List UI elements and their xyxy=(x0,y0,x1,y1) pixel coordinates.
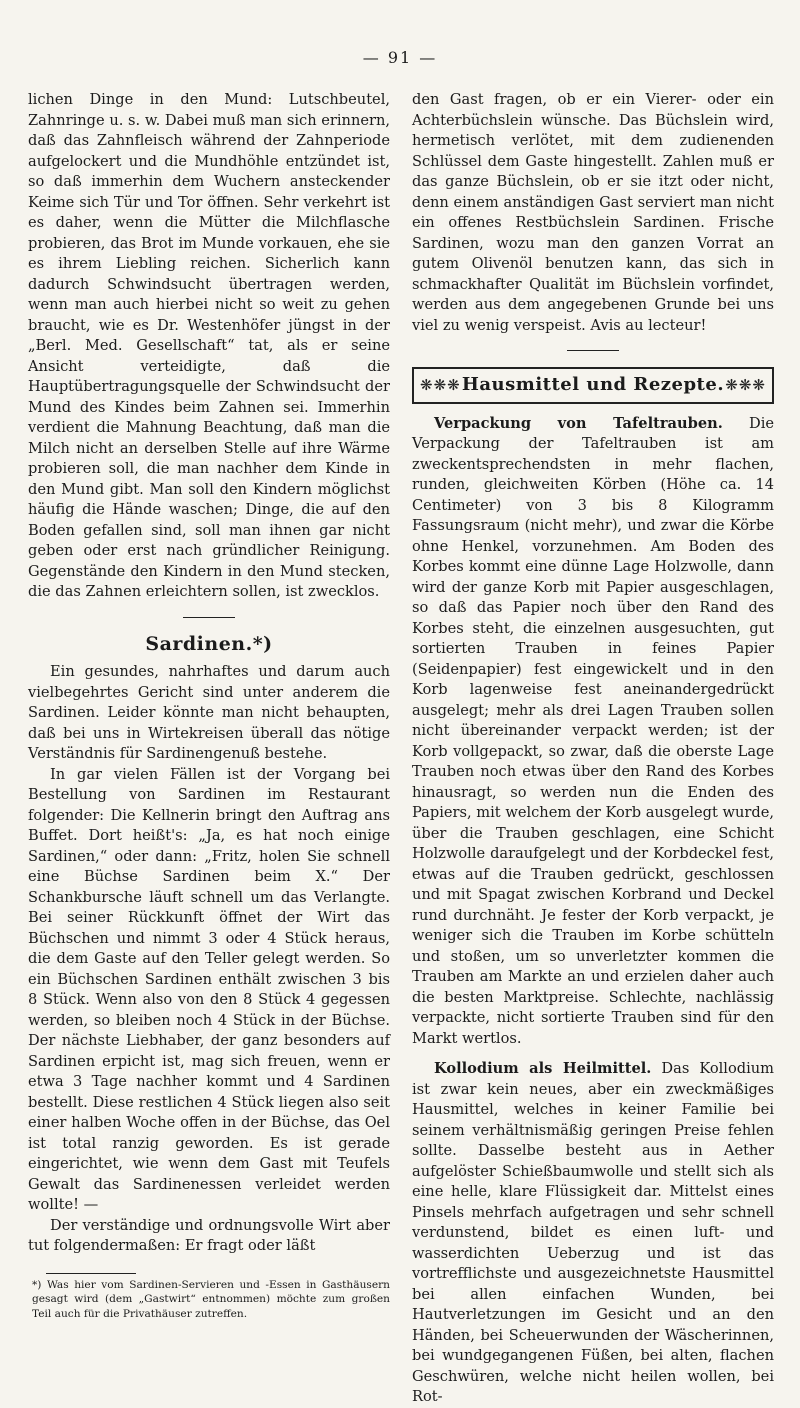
left-column xyxy=(28,90,390,1321)
footnote-divider xyxy=(46,1273,136,1274)
paragraph-text: Das Kollodium ist zwar kein neues, aber ein zweckmäßiges Hausmittel, welches in keiner Familie bei seinem verhältnismäßig geringen Preise fehlen sollte. Dasselbe besteht aus in Aether aufgelöster Schießbaumwolle und stellt sich als eine helle, klare Flüssigkeit dar. Mittelst eines Pinsels mehrfach aufgetragen und sehr schnell verdunstend, bildet es einen luft- und wasserdichten Ueberzug und ist das vortrefflichste und ausgezeichnetste Hausmittel bei allen einfachen Wunden, bei Hautverletzungen im Gesicht und an den Händen, bei Scheuerwunden der Wäscherinnen, bei wundgegangenen Füßen, bei alten, flachen Geschwüren, welche nicht heilen wollen, bei Rot- xyxy=(412,1060,774,1405)
section-banner xyxy=(412,367,774,404)
paragraph-text: Die Verpackung der Tafeltrauben ist am zweckentsprechendsten in mehr flachen, runden, gleichweiten Körben (Höhe ca. 14 Centimeter) von 3 bis 8 Kilogramm Fassungsraum (nicht mehr), und zwar die Körbe ohne Henkel, vorzunehmen. Am Boden des Korbes kommt eine dünne Lage Holzwolle, dann wird der ganze Korb mit Papier ausgeschlagen, so daß das Papier noch über den Rand des Korbes steht, die einzelnen ausgesuchten, gut sortierten Trauben in feines Papier (Seidenpapier) fest eingewickelt und in den Korb lagenweise fest aneinandergedrückt ausgelegt; mehr als drei Lagen Trauben sollen nicht übereinander verpackt werden; ist der Korb vollgepackt, so zwar, daß die oberste Lage Trauben noch etwas über den Rand des Korbes hinausragt, so werden nun die Enden des Papiers, mit welchem der Korb ausgelegt wurde, über die Trauben geschlagen, eine Schicht Holzwolle daraufgelegt und der Korbdeckel fest, etwas auf die Trauben gedrückt, geschlossen und mit Spagat zwischen Korbrand und Deckel rund durchnäht. Je fester der Korb verpackt, je weniger sich die Trauben im Korbe schütteln und stoßen, um so unverletzter kommen die Trauben am Markte an und erzielen daher auch die besten Marktpreise. Schlechte, nachlässig verpackte, nicht sortierte Trauben sind für den Markt wertlos. xyxy=(412,414,774,1047)
paragraph: lichen Dinge in den Mund: Lutschbeutel, Zahnringe u. s. w. Dabei muß man sich erinnern, daß das Zahnfleisch während der Zahnperiode aufgelockert und die Mundhöhle entzündet ist, so daß immerhin dem Wuchern ansteckender Keime sich Tür und Tor öffnen. Sehr verkehrt ist es daher, wenn die Mütter die Milchflasche probieren, das Brot im Munde vorkauen, ehe sie es ihrem Liebling reichen. Sicherlich kann dadurch Schwindsucht übertragen werden, wenn man auch hierbei nicht so weit zu gehen braucht, wie es Dr. Westenhöfer jüngst in der „Berl. Med. Gesellschaft“ tat, als er seine Ansicht verteidigte, daß die Hauptübertragungsquelle der Schwindsucht der Mund des Kindes beim Zahnen sei. Immerhin verdient die Mahnung Beachtung, daß man die Milch nicht an derselben Stelle auf ihre Wärme probieren soll, die man nachher dem Kinde in den Mund gibt. Man soll den Kindern möglichst häufig die Hände waschen; Dinge, die auf den Boden gefallen sind, soll man ihnen gar nicht geben oder erst nach gründlicher Reinigung. Gegenstände den Kindern in den Mund stecken, die das Zahnen erleichtern sollen, ist zwecklos. xyxy=(28,91,390,600)
paragraph-tafeltrauben xyxy=(412,414,774,1050)
paragraph: Der verständige und ordnungsvolle Wirt aber tut folgendermaßen: Er fragt oder läßt xyxy=(28,1216,390,1254)
ornament-left-icon: ❋❋❋ xyxy=(420,376,461,394)
right-column xyxy=(412,90,774,1408)
ornament-right-icon: ❋❋❋ xyxy=(725,376,766,394)
subheading: Kollodium als Heilmittel. xyxy=(434,1060,652,1077)
section-divider xyxy=(183,617,235,618)
section-title-hausmittel: Hausmittel und Rezepte. xyxy=(461,374,725,395)
section-title-sardinen: Sardinen.*) xyxy=(145,632,273,655)
subheading: Verpackung von Tafeltrauben. xyxy=(434,414,723,432)
paragraph: den Gast fragen, ob er ein Vierer- oder ein Achterbüchslein wünsche. Das Büchslein wird, hermetisch verlötet, mit dem zudienenden Schlüssel dem Gaste hingestellt. Zahlen muß er das ganze Büchslein, ob er sie itzt oder nicht, denn einem anständigen Gast serviert man nicht ein offenes Restbüchslein Sardinen. Frische Sardinen, wozu man den ganzen Vorrat an gutem Olivenöl benutzen kann, das sich in schmackhafter Qualität im Büchslein vorfindet, werden aus dem angegebenen Grunde bei uns viel zu wenig verspeist. Avis au lecteur! xyxy=(412,91,774,334)
footnote: *) Was hier vom Sardinen-Servieren und -Essen in Gasthäusern gesagt wird (dem „Gastwirt“ entnommen) möchte zum großen Teil auch für die Privathäuser zutreffen. xyxy=(32,1278,390,1320)
section-divider xyxy=(567,350,619,351)
paragraph: Ein gesundes, nahrhaftes und darum auch vielbegehrtes Gericht sind unter anderem die Sardinen. Leider könnte man nicht behaupten, daß bei uns in Wirtekreisen überall das nötige Verständnis für Sardinengenuß bestehe. xyxy=(28,663,390,762)
page-number: — 91 — xyxy=(362,48,438,67)
paragraph: In gar vielen Fällen ist der Vorgang bei Bestellung von Sardinen im Restaurant folgender: Die Kellnerin bringt den Auftrag ans Buffet. Dort heißt's: „Ja, es hat noch einige Sardinen,“ oder dann: „Fritz, holen Sie schnell eine Büchse Sardinen beim X.“ Der Schankbursche läuft schnell um das Verlangte. Bei seiner Rückkunft öffnet der Wirt das Büchschen und nimmt 3 oder 4 Stück heraus, die dem Gaste auf den Teller gelegt werden. So ein Büchschen Sardinen enthält zwischen 3 bis 8 Stück. Wenn also von den 8 Stück 4 gegessen werden, so bleiben noch 4 Stück in der Büchse. Der nächste Liebhaber, der ganz besonders auf Sardinen erpicht ist, mag sich freuen, wenn er etwa 3 Tage nachher kommt und 4 Sardinen bestellt. Diese restlichen 4 Stück liegen also seit einer halben Woche offen in der Büchse, das Oel ist total ranzig geworden. Es ist gerade eingerichtet, wie wenn dem Gast mit Teufels Gewalt das Sardinenessen verleidet werden wollte! — xyxy=(28,765,390,1213)
paragraph-kollodium xyxy=(412,1059,774,1408)
